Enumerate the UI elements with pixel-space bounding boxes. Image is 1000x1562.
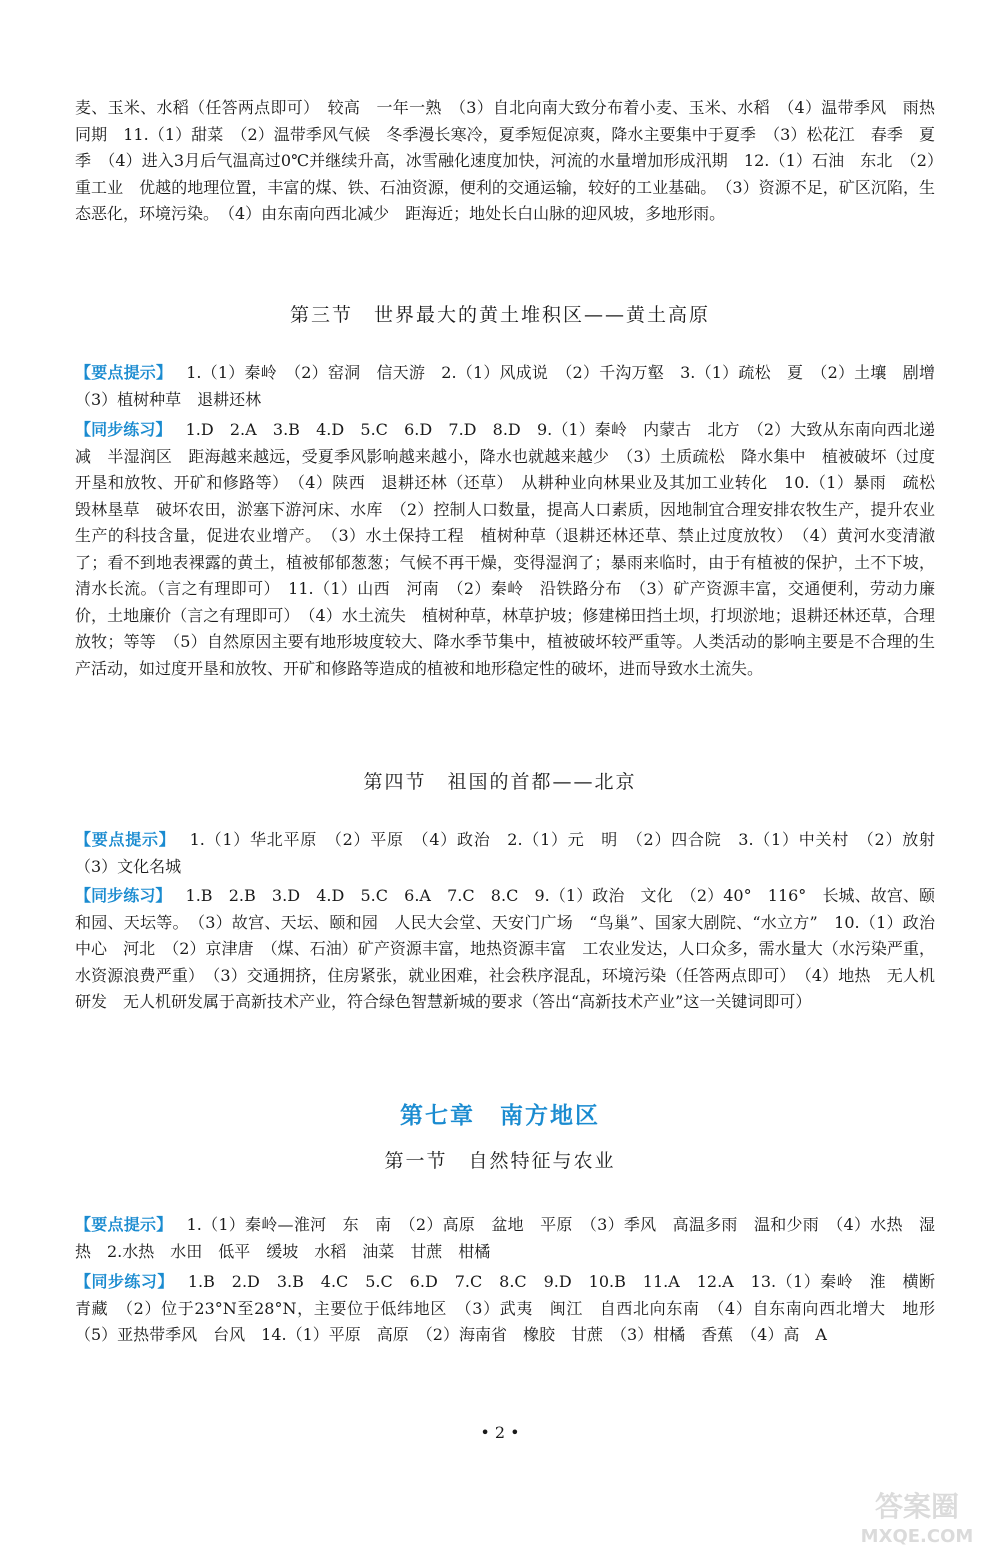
practice-section3	[75, 417, 952, 682]
key-points-text: 1.（1）秦岭 （2）窑洞 信天游 2.（1）风成说 （2）千沟万壑 3.（1）疏松 夏 （2）土壤 剧增 （3）植树种草 退耕还林	[75, 363, 951, 409]
key-points-chapter7	[75, 1212, 935, 1265]
practice-section4	[75, 883, 935, 1016]
section-title-beijing: 第四节 祖国的首都——北京	[363, 771, 637, 793]
watermark-logo	[852, 1480, 982, 1550]
practice-tag: 【同步练习】	[75, 420, 172, 439]
key-points-section3	[75, 360, 951, 413]
key-points-tag: 【要点提示】	[75, 363, 173, 382]
section-title-natural-features: 第一节 自然特征与农业	[384, 1150, 616, 1172]
key-points-text: 1.（1）秦岭—淮河 东 南 （2）高原 盆地 平原 （3）季风 高温多雨 温和少雨 （4）水热 湿热 2.水热 水田 低平 缓坡 水稻 油菜 甘蔗 柑橘	[75, 1215, 935, 1261]
key-points-text: 1.（1）华北平原 （2）平原 （4）政治 2.（1）元 明 （2）四合院 3.（1）中关村 （2）放射 （3）文化名城	[75, 830, 952, 876]
key-points-section4	[75, 827, 952, 880]
page-number: • 2 •	[480, 1423, 520, 1442]
practice-tag: 【同步练习】	[75, 1272, 174, 1291]
practice-tag: 【同步练习】	[75, 886, 172, 905]
section-title-loess-plateau: 第三节 世界最大的黄土堆积区——黄土高原	[289, 304, 710, 326]
key-points-tag: 【要点提示】	[75, 830, 176, 849]
practice-text: 1.B 2.B 3.D 4.D 5.C 6.A 7.C 8.C 9.（1）政治 文化 （2）40° 116° 长城、故宫、颐和园、天坛等。 （3）故宫、天坛、颐和园 人民大会堂、天安门广场 “鸟巢”、国家大剧院、“水立方” 10.（1）政治中心 河北 （2）京津唐 （煤、石油）矿产资源丰富，地热资源丰富 工农业发达，人口众多，需水量大（水污染严重，水资源浪费严重） （3）交通拥挤，住房紧张，就业困难，社会秩序混乱，环境污染（任答两点即可） （4）地热 无人机研发 无人机研发属于高新技术产业，符合绿色智慧新城的要求（答出“高新技术产业”这一关键词即可）	[75, 886, 935, 1011]
watermark-line1: 答案圈	[874, 1490, 960, 1523]
chapter-title: 第七章 南方地区	[400, 1102, 600, 1129]
practice-text: 1.D 2.A 3.B 4.D 5.C 6.D 7.D 8.D 9.（1）秦岭 内蒙古 北方 （2）大致从东南向西北递减 半湿润区 距海越来越远，受夏季风影响越来越小，降水也就越来越少 （3）土质疏松 降水集中 植被破坏（过度开垦和放牧、开矿和修路等） （4）陕西 退耕还林（还草） 从耕种业向林果业及其加工业转化 10.（1）暴雨 疏松 毁林垦草 破坏农田，淤塞下游河床、水库 （2）控制人口数量，提高人口素质，因地制宜合理安排农牧生产，提升农业生产的科技含量，促进农业增产。 （3）水土保持工程 植树种草（退耕还林还草、禁止过度放牧） （4）黄河水变清澈了；看不到地表裸露的黄土，植被郁郁葱葱；气候不再干燥，变得湿润了；暴雨来临时，由于有植被的保护，土不下坡，清水长流。（言之有理即可） 11.（1）山西 河南 （2）秦岭 沿铁路分布 （3）矿产资源丰富，交通便利，劳动力廉价，土地廉价（言之有理即可） （4）水土流失 植树种草，林草护坡；修建梯田挡土坝，打坝淤地；退耕还林还草，合理放牧；等等 （5）自然原因主要有地形坡度较大、降水季节集中，植被破坏较严重等。人类活动的影响主要是不合理的生产活动，如过度开垦和放牧、开矿和修路等造成的植被和地形稳定性的破坏，进而导致水土流失。	[75, 420, 952, 678]
practice-chapter7	[75, 1269, 952, 1349]
practice-text: 1.B 2.D 3.B 4.C 5.C 6.D 7.C 8.C 9.D 10.B 11.A 12.A 13.（1）秦岭 淮 横断 青藏 （2）位于23°N至28°N，主要位于低纬地区 （3）武夷 闽江 自西北向东南 （4）自东南向西北增大 地形 （5）亚热带季风 台风 14.（1）平原 高原 （2）海南省 橡胶 甘蔗 （3）柑橘 香蕉 （4）高 A	[75, 1272, 952, 1344]
paragraph-text: 麦、玉米、水稻（任答两点即可） 较高 一年一熟 （3）自北向南大致分布着小麦、玉米、水稻 （4）温带季风 雨热同期 11.（1）甜菜 （2）温带季风气候 冬季漫长寒冷，夏季短促凉爽，降水主要集中于夏季 （3）松花江 春季 夏季 （4）进入3月后气温高过0℃并继续升高，冰雪融化速度加快，河流的水量增加形成汛期 12.（1）石油 东北 （2）重工业 优越的地理位置，丰富的煤、铁、石油资源，便利的交通运输，较好的工业基础。 （3）资源不足，矿区沉陷，生态恶化，环境污染。 （4）由东南向西北减少 距海近；地处长白山脉的迎风坡，多地形雨。	[75, 98, 935, 223]
watermark-line2: MXQE.COM	[860, 1526, 974, 1547]
answer-paragraph-continued	[75, 95, 935, 228]
key-points-tag: 【要点提示】	[75, 1215, 173, 1234]
